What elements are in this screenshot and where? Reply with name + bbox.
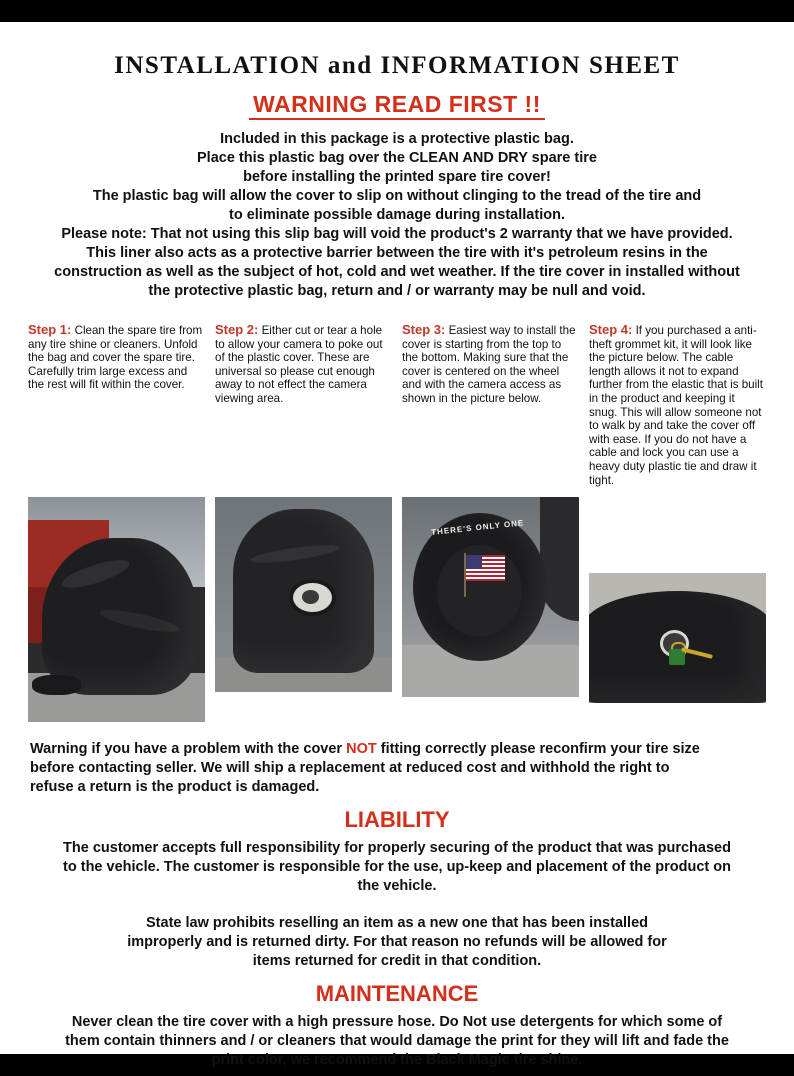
bag-excess-material xyxy=(32,675,82,695)
intro-line-8: construction as well as the subject of hot, cold and wet weather. If the tire cover in installed without xyxy=(54,264,740,280)
warning-emphasis: NOT xyxy=(346,741,377,758)
step-2-text xyxy=(215,323,392,406)
step-3-text xyxy=(402,323,579,406)
step-4 xyxy=(589,323,766,487)
step-4-body: If you purchased a anti-theft grommet kit, it will look like the picture below. The cable length allows it not to expand further from the elastic that is built in the product and keeping it snug. This will allow someone not to walk by and take the cover off with ease. If you do not have a cable and lock you can use a heavy duty plastic tie and draw it tight. xyxy=(589,324,763,487)
maintenance-line-2: them contain thinners and / or cleaners that would damage the print for they will lift and fade the xyxy=(65,1033,729,1050)
liability2-line-2: improperly and is returned dirty. For that reason no refunds will be allowed for xyxy=(127,934,667,951)
step-2-label: Step 2: xyxy=(215,322,259,337)
flag-canton xyxy=(466,555,482,569)
step-4-photo xyxy=(589,573,766,703)
liability-block-2 xyxy=(18,914,776,971)
warning-block xyxy=(18,740,776,797)
intro-line-1: Included in this package is a protective plastic bag. xyxy=(220,131,574,147)
intro-line-3: before installing the printed spare tire cover! xyxy=(243,169,551,185)
step-1-text xyxy=(28,323,205,392)
intro-line-6: Please note: That not using this slip bag will void the product's 2 warranty that we have provided. xyxy=(61,226,733,242)
intro-line-2: Place this plastic bag over the CLEAN AND DRY spare tire xyxy=(197,150,597,166)
liability2-line-1: State law prohibits reselling an item as a new one that has been installed xyxy=(146,915,648,932)
page-title: INSTALLATION and INFORMATION SHEET xyxy=(114,52,680,79)
step-1-label: Step 1: xyxy=(28,322,72,337)
maintenance-line-3: print color, we recommend the Black Magic tire shine. xyxy=(211,1052,583,1069)
step-1-photo xyxy=(28,497,205,722)
intro-block xyxy=(18,130,776,301)
warning-heading xyxy=(18,91,776,118)
intro-line-4: The plastic bag will allow the cover to slip on without clinging to the tread of the tire and xyxy=(92,188,702,204)
step-3-label: Step 3: xyxy=(402,322,446,337)
step-1-body: Clean the spare tire from any tire shine or cleaners. Unfold the bag and cover the spare tire. Carefully trim large excess and the rest will fit within the cover. xyxy=(28,324,203,392)
intro-line-9: the protective plastic bag, return and / or warranty may be null and void. xyxy=(148,283,646,299)
step-1 xyxy=(28,323,205,487)
photos-row xyxy=(18,495,776,722)
liability-line-3: the vehicle. xyxy=(357,878,437,895)
warning-line-1 xyxy=(30,740,764,759)
step-3-body: Easiest way to install the cover is starting from the top to the bottom. Making sure that the cover is centered on the wheel and with the camera access as shown in the picture below. xyxy=(402,324,576,405)
warning-line-3: refuse a return is the product is damaged. xyxy=(30,779,320,796)
step-2-body: Either cut or tear a hole to allow your camera to poke out of the plastic cover. These are universal so please cut enough away to not effect the camera viewing area. xyxy=(215,324,383,405)
step-4-text xyxy=(589,323,766,487)
maintenance-block xyxy=(18,1013,776,1070)
cover-print-text: THERE'S ONLY ONE xyxy=(431,518,525,538)
warning-heading-text: WARNING READ FIRST !! xyxy=(249,91,545,120)
maintenance-heading: MAINTENANCE xyxy=(315,981,479,1007)
liability2-line-3: items returned for credit in that condition. xyxy=(252,953,542,970)
step-3 xyxy=(402,323,579,487)
liability-heading: LIABILITY xyxy=(344,807,450,833)
liability-line-2: to the vehicle. The customer is responsible for the use, up-keep and placement of the product on xyxy=(63,859,731,876)
warning-pre: Warning if you have a problem with the cover xyxy=(30,741,343,758)
step-4-label: Step 4: xyxy=(589,322,633,337)
document-page xyxy=(0,22,794,1069)
liability-line-1: The customer accepts full responsibility for properly securing of the product that was purchased xyxy=(63,840,731,857)
step-2 xyxy=(215,323,392,487)
intro-line-5: to eliminate possible damage during installation. xyxy=(229,207,565,223)
usa-flag-icon xyxy=(466,555,505,581)
steps-row xyxy=(18,323,776,487)
intro-line-7: This liner also acts as a protective barrier between the tire with it's petroleum resins in the xyxy=(86,245,708,261)
step-3-photo xyxy=(402,497,579,697)
step-2-photo xyxy=(215,497,392,692)
liability-block xyxy=(18,839,776,896)
maintenance-line-1: Never clean the tire cover with a high pressure hose. Do Not use detergents for which some of xyxy=(71,1014,723,1031)
vehicle-body xyxy=(540,497,579,621)
warning-line-2: before contacting seller. We will ship a replacement at reduced cost and withhold the right to xyxy=(30,760,670,777)
warning-post: fitting correctly please reconfirm your tire size xyxy=(380,741,700,758)
